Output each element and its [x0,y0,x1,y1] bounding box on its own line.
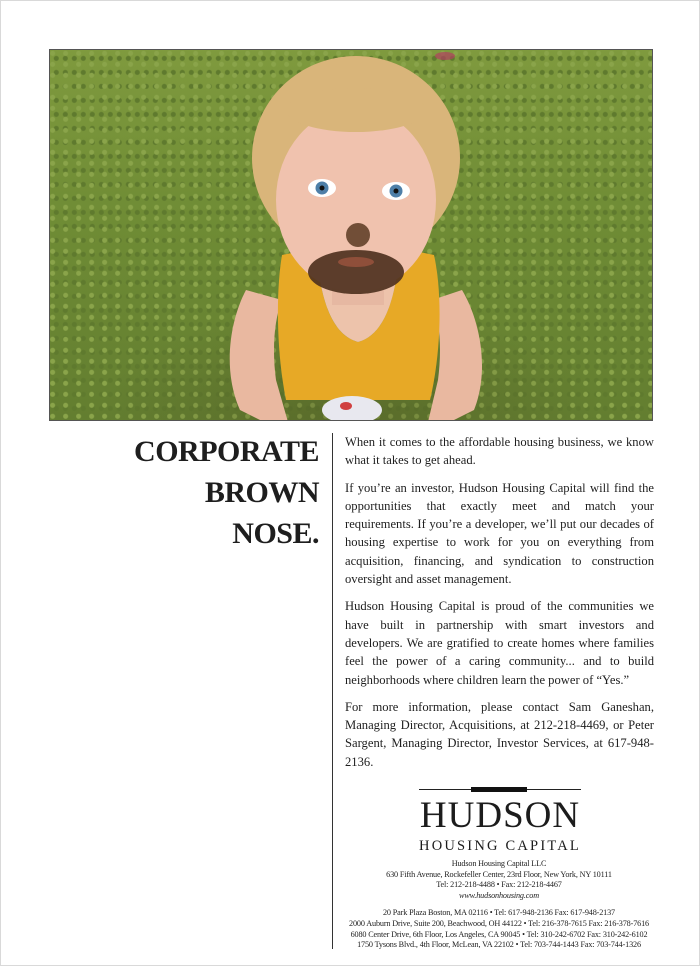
company-address: 630 Fifth Avenue, Rockefeller Center, 23rd Floor, New York, NY 10111 [386,869,612,879]
child-photo [49,49,653,421]
contact-info [337,859,661,951]
logo-name: HUDSON [419,795,581,836]
body-paragraph-1: When it comes to the affordable housing business, we know what it takes to get ahead. [345,435,654,468]
headline-line-2: BROWN [204,476,319,509]
hudson-logo [419,787,581,855]
headline-line-3: NOSE. [232,517,319,550]
company-phone: Tel: 212-218-4488 • Fax: 212-218-4467 [436,880,562,890]
logo-subtitle: HOUSING CAPITAL [419,838,581,854]
office-line: 2000 Auburn Drive, Suite 200, Beachwood, OH 44122 • Tel: 216-378-7615 Fax: 216-378-7616 [349,918,649,928]
body-paragraph-3: Hudson Housing Capital is proud of the communities we have built in partnership with smart investors and developers. We are gratified to create homes where families feel the power of a caring community... and to build neighborhoods where children learn the power of “Yes.” [345,599,654,687]
company-url[interactable]: www.hudsonhousing.com [459,890,539,900]
company-name: Hudson Housing Capital LLC [451,859,547,868]
headline-line-1: CORPORATE [134,435,319,468]
headline [101,431,319,554]
office-line: 20 Park Plaza Boston, MA 02116 • Tel: 617-948-2136 Fax: 617-948-2137 [382,908,616,918]
vertical-divider [332,433,333,949]
office-line: 1750 Tysons Blvd., 4th Floor, McLean, VA 22102 • Tel: 703-744-1443 Fax: 703-744-1326 [357,940,641,950]
body-paragraph-4: For more information, please contact Sam Ganeshan, Managing Director, Acquisitions, at 212-218-4469, or Peter Sargent, Managing Director, Investor Services, at 617-948-2136. [345,699,654,769]
body-copy [345,433,654,780]
logo-rule [419,787,581,792]
child-illustration [50,50,653,421]
office-line: 6080 Center Drive, 6th Floor, Los Angeles, CA 90045 • Tel: 310-242-6702 Fax: 310-242-6102 [350,929,648,939]
body-paragraph-2: If you’re an investor, Hudson Housing Capital will find the opportunities that exactly meet and match your requirements. If you’re a developer, we’ll put our decades of housing expertise to work for you on everything from acquisition, financing, and syndication to construction oversight and asset management. [345,480,654,587]
